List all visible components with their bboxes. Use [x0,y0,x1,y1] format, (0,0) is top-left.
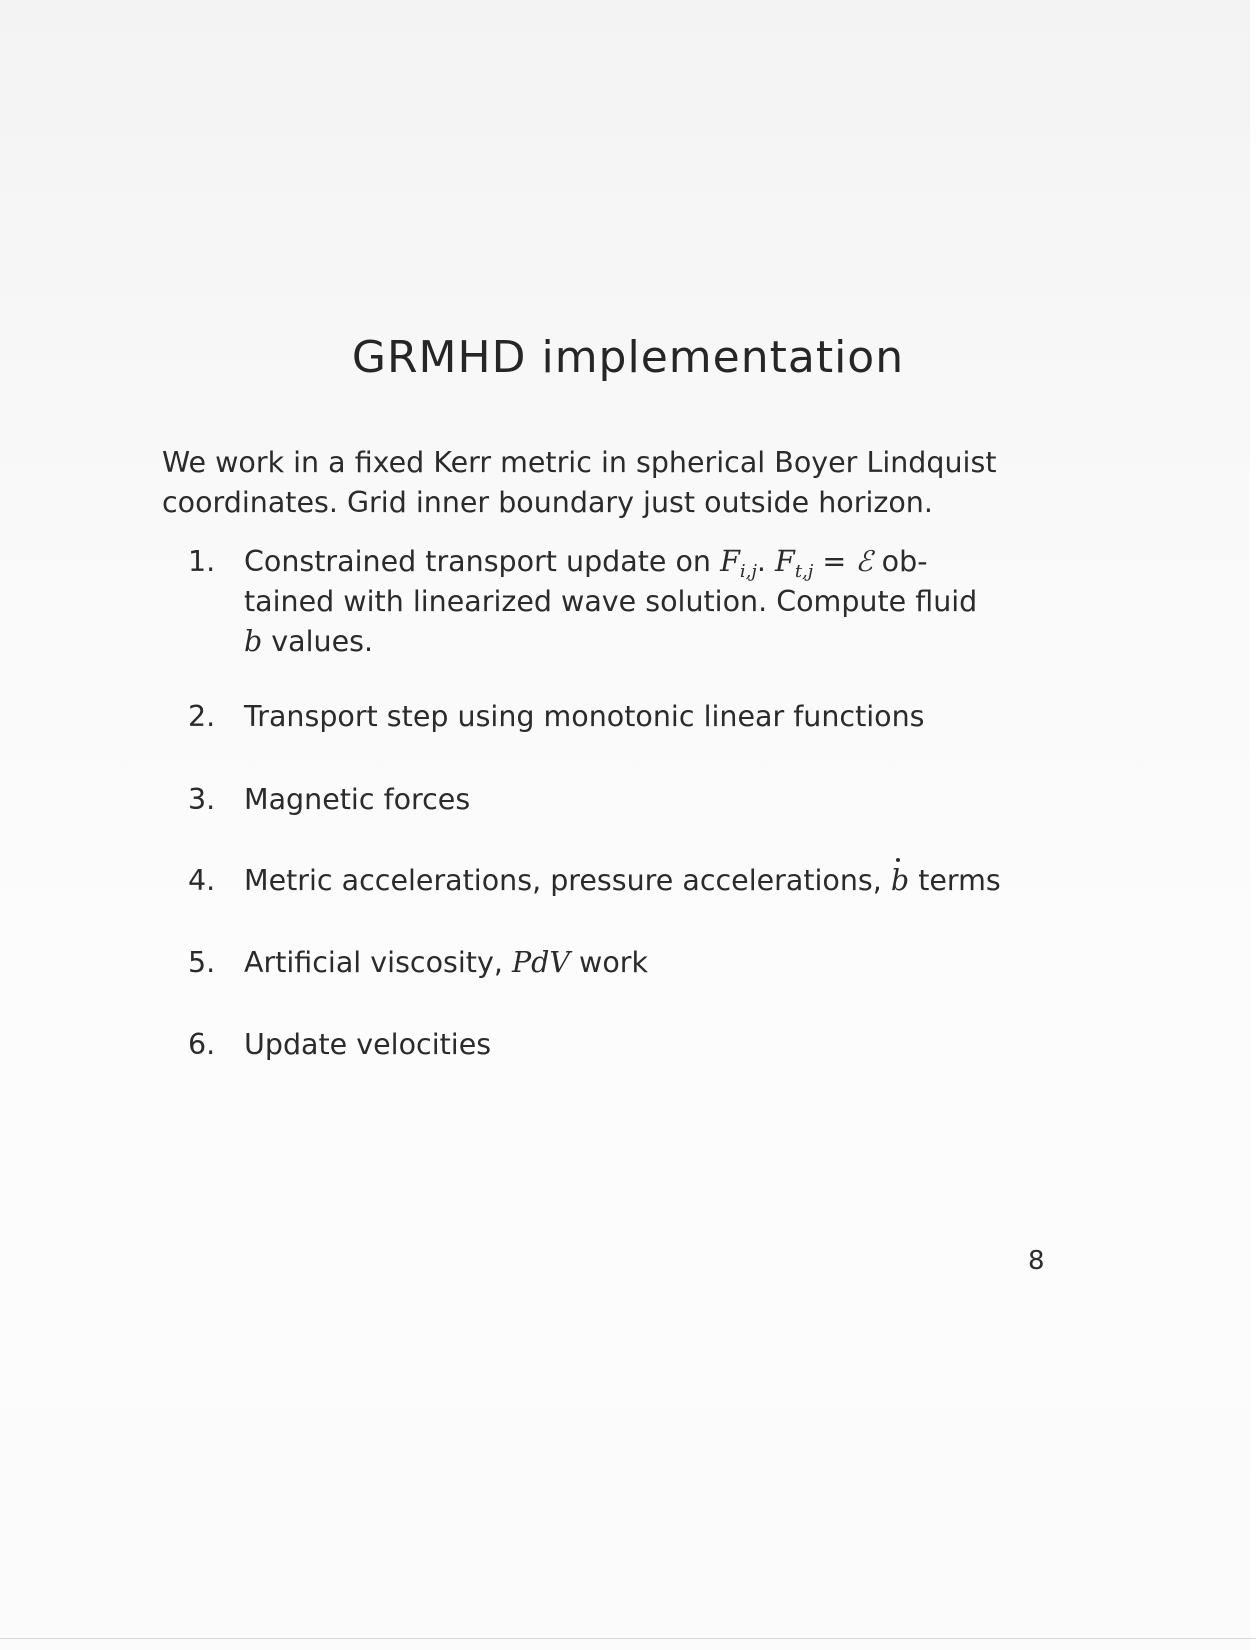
math-F-tj: $F_{t,j}$ [775,545,814,582]
step-1-tail: ob- [872,545,928,578]
step-body: Update velocities [244,1028,492,1061]
page-title: GRMHD implementation [351,332,905,383]
step-number: 3. [188,783,216,816]
step-number: 5. [188,946,216,979]
step-4-tail: terms [909,864,1001,897]
step-5-tail: work [569,946,648,979]
step-body [244,542,1194,662]
intro-paragraph [162,443,1182,523]
scan-edge [1250,0,1256,1650]
math-equals: = [813,545,856,578]
step-body [244,861,1194,901]
page-number: 8 [1028,1246,1045,1276]
step-body: Magnetic forces [244,783,471,816]
step-1-line-1 [244,542,1194,582]
step-number: 6. [188,1028,216,1061]
step-1-line-3-text: values. [262,625,374,658]
intro-line-2: coordinates. Grid inner boundary just outside horizon. [162,486,933,519]
step-1-line-2: tained with linearized wave solution. Compute fluid [244,585,978,618]
math-PdV: PdV [511,946,570,979]
step-1-text: Constrained transport update on [244,545,721,578]
step-5-text: Artificial viscosity, [244,946,512,979]
step-number: 1. [188,545,216,578]
math-script-E: ℰ [855,545,873,578]
math-b-dot: b [891,861,909,901]
step-number: 2. [188,700,216,733]
scan-line [0,1638,1256,1639]
step-1-separator: . [756,545,776,578]
step-body: Transport step using monotonic linear functions [244,700,925,733]
step-1-line-3 [244,622,1194,662]
step-number: 4. [188,864,216,897]
step-body [244,943,1194,983]
math-b: b [244,625,263,658]
intro-line-1: We work in a fixed Kerr metric in spherical Boyer Lindquist [162,446,997,479]
math-F-ij: $F_{i,j}$ [720,545,757,582]
step-4-text: Metric accelerations, pressure accelerations, [244,864,891,897]
